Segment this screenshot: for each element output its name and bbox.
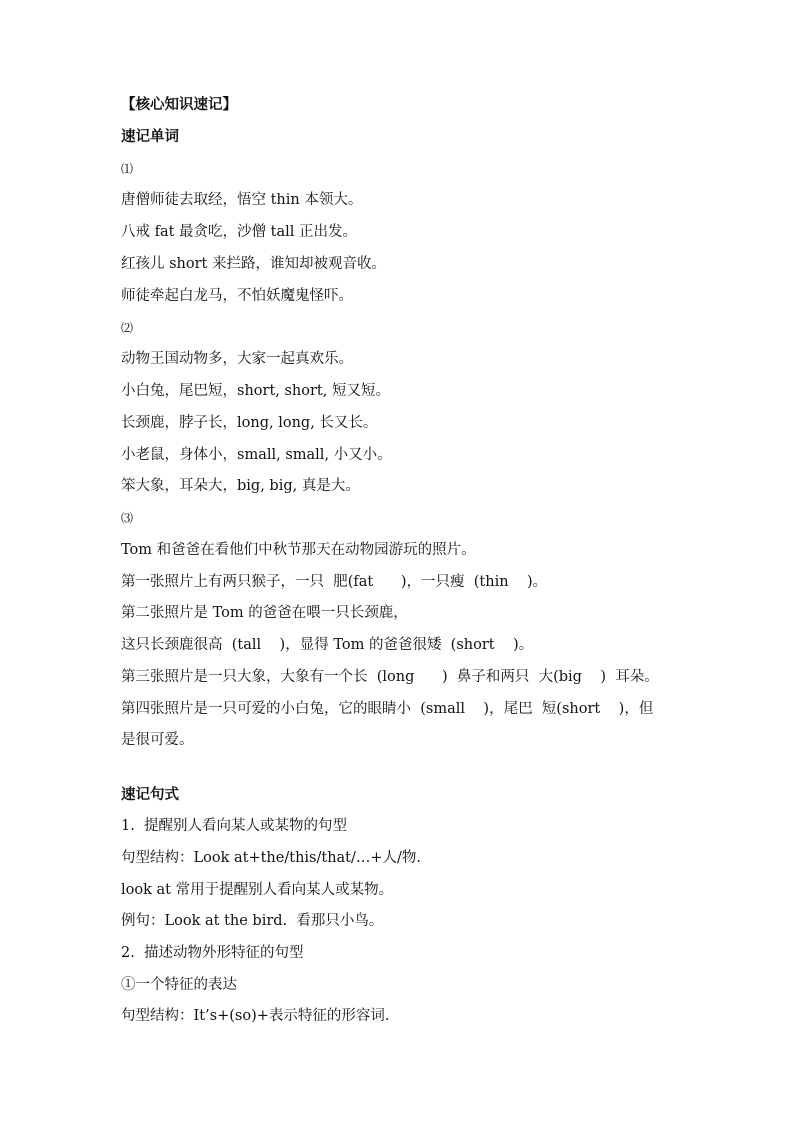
rhyme-line: 唐僧师徒去取经，悟空 thin 本领大。 bbox=[121, 192, 363, 208]
paragraph-marker-1: ⑴ bbox=[121, 162, 134, 176]
story-line: 第二张照片是 Tom 的爸爸在喂一只长颈鹿， bbox=[121, 605, 408, 621]
story-line: 第三张照片是一只大象，大象有一个长 (long ) 鼻子和两只 大(big ) 耳朵。 bbox=[121, 669, 659, 685]
story-line: 第四张照片是一只可爱的小白兔，它的眼睛小 (small )，尾巴 短(short )，但 bbox=[121, 701, 654, 717]
rhyme-line: 长颈鹿，脖子长，long, long, 长又长。 bbox=[121, 415, 378, 431]
words-heading: 速记单词 bbox=[121, 129, 179, 145]
paragraph-marker-3: ⑶ bbox=[121, 511, 134, 525]
pattern-title: 1. 提醒别人看向某人或某物的句型 bbox=[121, 818, 348, 834]
rhyme-line: 师徒牵起白龙马，不怕妖魔鬼怪吓。 bbox=[121, 288, 353, 304]
rhyme-line: 八戒 fat 最贪吃，沙僧 tall 正出发。 bbox=[121, 224, 358, 240]
pattern-structure: 句型结构：It’s+(so)+表示特征的形容词. bbox=[121, 1008, 390, 1024]
pattern-example: 例句：Look at the bird. 看那只小鸟。 bbox=[121, 913, 384, 929]
rhyme-line: 笨大象，耳朵大，big, big, 真是大。 bbox=[121, 478, 360, 494]
pattern-subtitle: ①一个特征的表达 bbox=[121, 977, 237, 993]
story-line: 第一张照片上有两只猴子，一只 肥(fat )，一只瘦 (thin )。 bbox=[121, 574, 548, 590]
rhyme-line: 红孩儿 short 来拦路，谁知却被观音收。 bbox=[121, 256, 386, 272]
story-line: 这只长颈鹿很高 (tall )，显得 Tom 的爸爸很矮 (short )。 bbox=[121, 637, 534, 653]
pattern-note: look at 常用于提醒别人看向某人或某物。 bbox=[121, 882, 394, 898]
sentences-heading: 速记句式 bbox=[121, 787, 179, 803]
pattern-title: 2. 描述动物外形特征的句型 bbox=[121, 945, 304, 961]
pattern-structure: 句型结构：Look at+the/this/that/…+人/物. bbox=[121, 850, 422, 866]
rhyme-line: 小白兔，尾巴短，short, short, 短又短。 bbox=[121, 383, 390, 399]
paragraph-marker-2: ⑵ bbox=[121, 321, 134, 335]
rhyme-line: 动物王国动物多，大家一起真欢乐。 bbox=[121, 351, 353, 367]
story-line: 是很可爱。 bbox=[121, 732, 194, 748]
rhyme-line: 小老鼠，身体小，small, small, 小又小。 bbox=[121, 447, 392, 463]
story-line: Tom 和爸爸在看他们中秋节那天在动物园游玩的照片。 bbox=[121, 542, 476, 558]
section-title: 【核心知识速记】 bbox=[121, 97, 237, 113]
